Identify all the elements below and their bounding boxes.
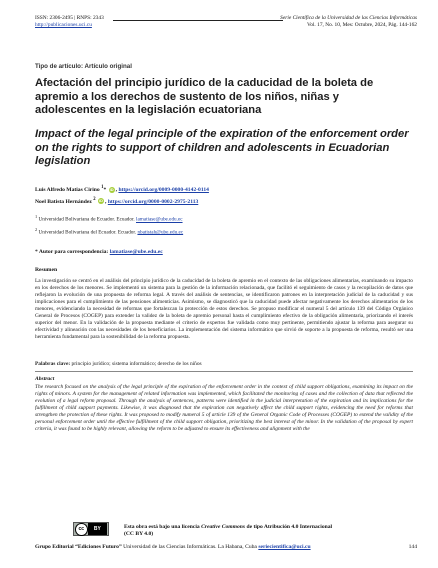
affiliation-text: Universidad Bolivariana de Ecuador. Ecuador. [38,216,135,223]
article-type: Tipo de artículo: Artículo original [35,63,132,70]
volume-info: Vol. 17, No. 10, Mes: Octubre, 2024, Pág. 144-162 [307,22,417,28]
page-footer [35,544,417,550]
correspondence-label: * Autor para correspondencia: [35,249,109,255]
journal-url-link[interactable]: http://publicaciones.uci.cu [35,22,92,28]
license-text [124,524,414,538]
license-text-c: de tipo Atribución 4.0 Internacional [245,524,333,530]
cc-by-icon: BY [88,523,107,535]
correspondence-line [35,249,163,255]
affiliation-email-link[interactable]: nbatistah@ube.edu.ec [137,229,184,236]
affiliations-block [35,212,415,237]
orcid-link[interactable]: https://orcid.org/0009-0000-4142-0114 [118,186,209,193]
keywords-line [35,361,413,367]
affiliation-email-link[interactable]: lamatiase@ube.edu.ec [136,216,183,223]
title-spanish: Afectación del principio jurídico de la caducidad de la boleta de apremio a los derechos de sustento de los niños, niñas y adolescentes en la legislación ecuatoriana [35,77,374,117]
affiliation-row [35,225,415,238]
license-code: (CC BY 4.0) [124,531,154,537]
license-text-a: Esta obra está bajo una licencia [124,524,202,530]
author-name: Noel Batista Hernández [35,198,92,205]
author-name: Luis Alfredo Matias Cirino [35,186,100,193]
author-sup: 1 [101,185,104,190]
orcid-link[interactable]: https://orcid.org/0000-0002-2975-2113 [107,198,199,205]
authors-block [35,183,415,207]
affiliation-sup: 1 [35,214,38,219]
author-row: Luis Alfredo Matias Cirino $^1$* iD , https://orcid.org/0009-0000-4142-0114 [35,185,209,193]
correspondence-email-link[interactable]: lamatiase@ube.edu.ec [109,249,163,255]
institution-text: Universidad de las Ciencias Informáticas. La Habana, Cuba [121,544,259,550]
page-number: 144 [408,544,417,550]
section-divider [35,371,413,372]
license-cc-name: Creative Commons [201,524,246,530]
keywords-label: Palabras clave: [35,361,71,367]
cc-license-badge[interactable] [73,522,109,536]
affiliation-row [35,212,415,225]
orcid-icon[interactable]: iD [109,186,114,192]
resumen-heading: Resumen [35,267,58,273]
cc-icon: cc [75,523,88,536]
abstract-text: The research focused on the analysis of the legal principle of the expiration of the enforcement order in the context of child support obligations, examining its impact on the rights of minors. A system for the management of related information was implemented, which facilitated the monitoring of cases and the collection of data that reflected the evolution of a legal reform proposal. Through the analysis of sentences, patterns were identified in the judicial interpretation of the expiration and its implications for the fulfillment of child support payments. Likewise, it was diagnosed that the expiration can negatively affect the child support rights, evidencing the need for reforms that strengthen the protection of these rights. It was proposed to modify numeral 5 of article 139 of the General Organic Code of Processes (COGEP) to extend the validity of the personal enforcement order until the effective fulfillment of the child support obligation, prioritizing the best interest of the minor. In the validation of the proposal by expert criteria, it was found to be highly relevant, allowing the reform to be adjusted to ensure its effectiveness and alignment with the [35,384,413,433]
header-rule [113,20,283,21]
orcid-icon[interactable]: iD [99,198,104,204]
publisher-name: Grupo Editorial “Ediciones Futuro” [35,544,122,550]
keywords-text: principio jurídico; sistema informático; derecho de los niños [71,361,202,367]
journal-name: Serie Científica de la Universidad de las Ciencias Informáticas [280,15,417,21]
journal-email-link[interactable]: seriecientifica@uci.cu [258,544,311,550]
abstract-heading: Abstract [35,376,55,382]
author-sup: 2 [93,196,96,202]
title-english: Impact of the legal principle of the expiration of the enforcement order on the rights to support of children and adolescents in Ecuadorian legislation [35,128,409,168]
resumen-text: La investigación se centró en el análisis del principio jurídico de la caducidad de la boleta de apremio en el contexto de las obligaciones alimentarias, examinando su impacto en los derechos de los menores. Se implementó un sistema para la gestión de la información relacionada, que facilitó el seguimiento de casos y la recopilación de datos que reflejaron la evolución de una propuesta de reforma legal. A través del análisis de sentencias, se identificaron patrones en la interpretación judicial de la caducidad y sus implicaciones para el cumplimiento de las pensiones alimenticias. Asimismo, se diagnosticó que la caducidad puede afectar negativamente los derechos alimentarios de los menores, evidenciando la necesidad de reformas que fortalezcan la protección de estos derechos. Se propuso modificar el numeral 5 del artículo 139 del Código Orgánico General de Procesos (COGEP) para extender la validez de la boleta de apremio personal hasta el cumplimiento efectivo de la obligación alimentaria, priorizando el interés superior del menor. En la validación de la propuesta mediante el criterio de expertos fue validada como muy pertinente, permitiendo ajustar la reforma para asegurar su efectividad y alineación con las necesidades de los beneficiarios. La implementación del sistema informático que sirvió de soporte a la propuesta de reforma, resultó ser una herramienta fundamental para la sostenibilidad de la reforma propuesta. [35,278,413,341]
author-row: Noel Batista Hernández $^2$ iD , https://orcid.org/0000-0002-2975-2113 [35,196,199,205]
affiliation-sup: 2 [35,226,38,232]
affiliation-text: Universidad Bolivariana del Ecuador. Ecuador. [38,229,137,236]
issn-text: ISSN: 2306-2495 | RNPS: 2343 [35,15,104,21]
